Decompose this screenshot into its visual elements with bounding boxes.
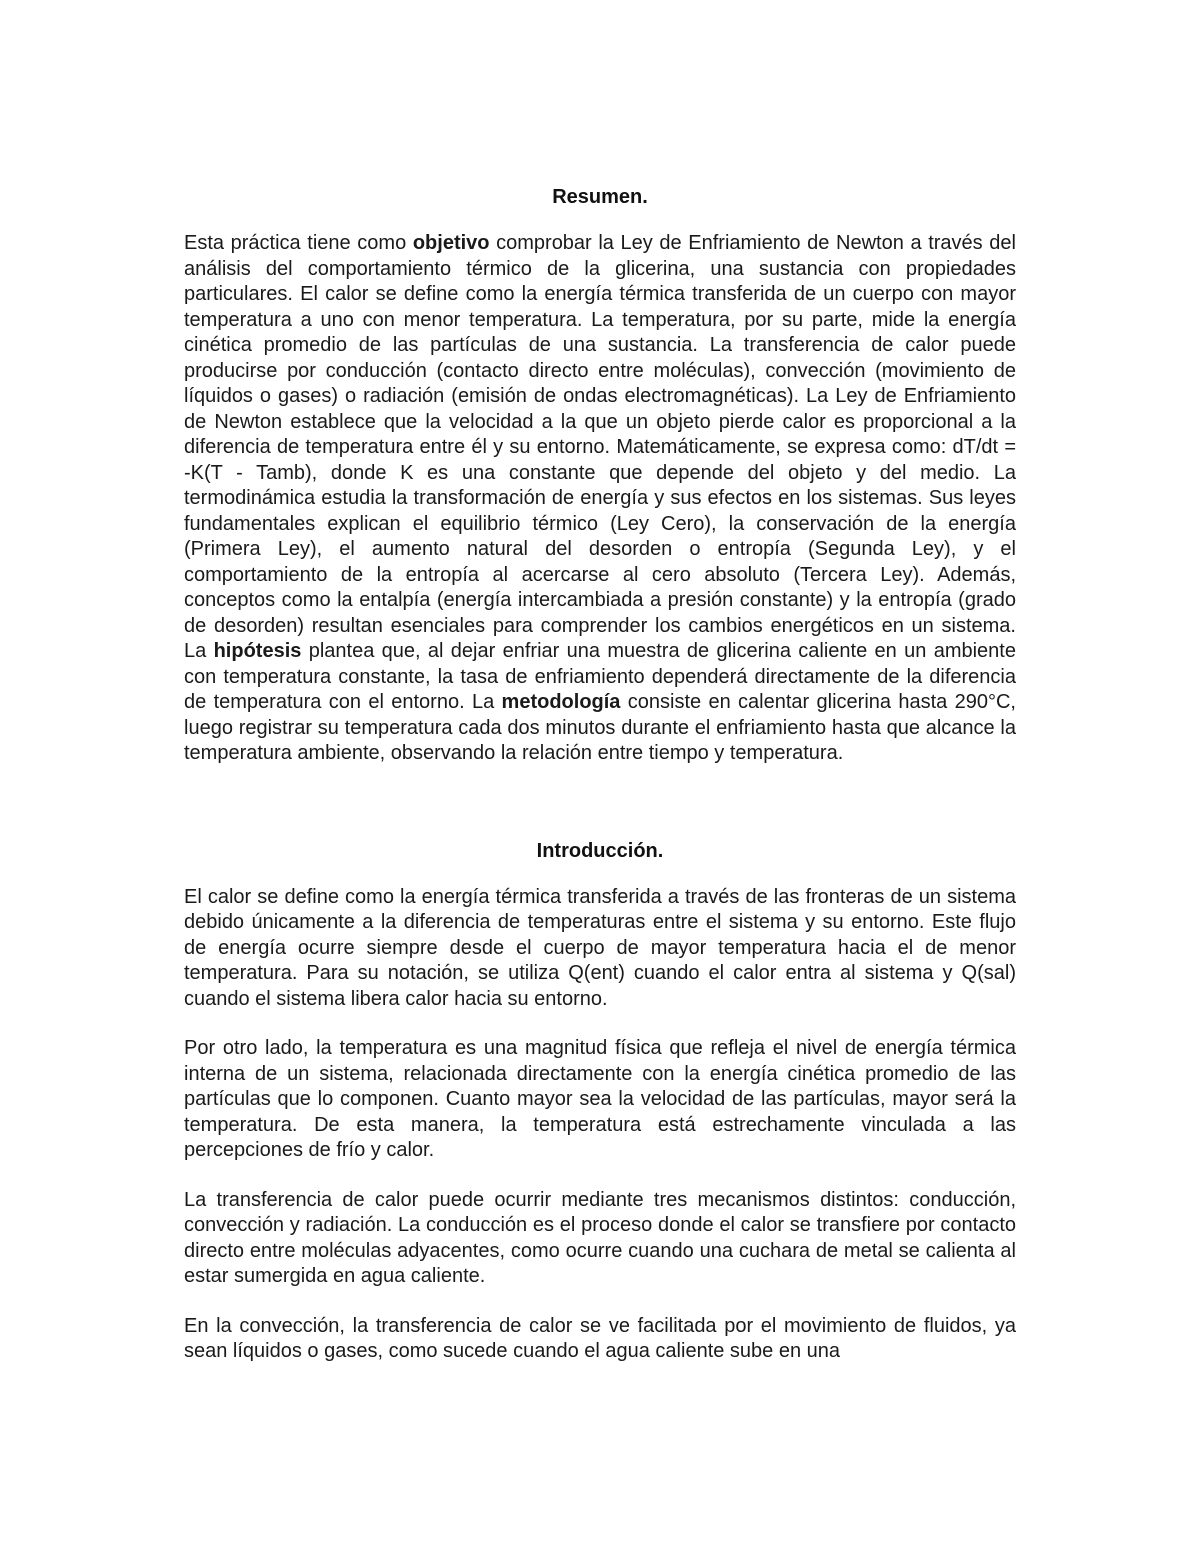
intro-paragraph-3: La transferencia de calor puede ocurrir mediante tres mecanismos distintos: conducción, convección y radiación. La conducción es el proceso donde el calor se transfiere por contacto directo entre moléculas adyacentes, como ocurre cuando una cuchara de metal se calienta al estar sumergida en agua caliente. — [184, 1188, 1016, 1287]
resumen-text-3: plantea que, al dejar enfriar una muestra de glicerina caliente en un ambiente con temperatura constante, la tasa de enfriamiento dependerá directamente de la diferencia de temperatura con el entorno. La — [184, 640, 1016, 713]
introduccion-heading: Introducción. — [536, 839, 664, 862]
intro-paragraph-1: El calor se define como la energía térmica transferida a través de las fronteras de un sistema debido únicamente a la diferencia de temperaturas entre el sistema y su entorno. Este flujo de energía ocurre siempre desde el cuerpo de mayor temperatura hacia el de menor temperatura. Para su notación, se utiliza Q(ent) cuando el calor entra al sistema y Q(sal) cuando el sistema libera calor hacia su entorno. — [184, 885, 1016, 1010]
keyword-objetivo: objetivo — [412, 232, 490, 254]
intro-paragraph-2: Por otro lado, la temperatura es una magnitud física que refleja el nivel de energía térmica interna de un sistema, relacionada directamente con la energía cinética promedio de las partículas que lo componen. Cuanto mayor sea la velocidad de las partículas, mayor será la temperatura. De esta manera, la temperatura está estrechamente vinculada a las percepciones de frío y calor. — [184, 1037, 1016, 1161]
resumen-text-4: consiste en calentar glicerina hasta 290°C, luego registrar su temperatura cada dos minutos durante el enfriamiento hasta que alcance la temperatura ambiente, observando la relación entre tiempo y temperatura. — [184, 691, 1016, 764]
document-page — [184, 184, 1016, 1389]
resumen-text-2: comprobar la Ley de Enfriamiento de Newton a través del análisis del comportamiento térmico de la glicerina, una sustancia con propiedades particulares. El calor se define como la energía térmica transferida de un cuerpo con mayor temperatura a uno con menor temperatura. La temperatura, por su parte, mide la energía cinética promedio de las partículas de una sustancia. La transferencia de calor puede producirse por conducción (contacto directo entre moléculas), convección (movimiento de líquidos o gases) o radiación (emisión de ondas electromagnéticas). La Ley de Enfriamiento de Newton establece que la velocidad a la que un objeto pierde calor es proporcional a la diferencia de temperatura entre él y su entorno. Matemáticamente, se expresa como: dT/dt = -K(T - Tamb), donde K es una constante que depende del objeto y del medio. La termodinámica estudia la transformación de energía y sus efectos en los sistemas. Sus leyes fundamentales explican el equilibrio térmico (Ley Cero), la conservación de la energía (Primera Ley), el aumento natural del desorden o entropía (Segunda Ley), y el comportamiento de la entropía al acercarse al cero absoluto (Tercera Ley). Además, conceptos como la entalpía (energía intercambiada a presión constante) y la entropía (grado de desorden) resultan esenciales para comprender los cambios energéticos en un sistema. La — [184, 232, 1016, 662]
resumen-paragraph — [184, 231, 1016, 767]
keyword-metodologia: metodología — [501, 691, 621, 713]
intro-paragraph-4: En la convección, la transferencia de calor se ve facilitada por el movimiento de fluidos, ya sean líquidos o gases, como sucede cuando el agua caliente sube en una — [184, 1314, 1016, 1362]
resumen-heading: Resumen. — [552, 186, 648, 208]
resumen-text-1: Esta práctica tiene como — [184, 232, 413, 254]
keyword-hipotesis: hipótesis — [213, 640, 302, 662]
